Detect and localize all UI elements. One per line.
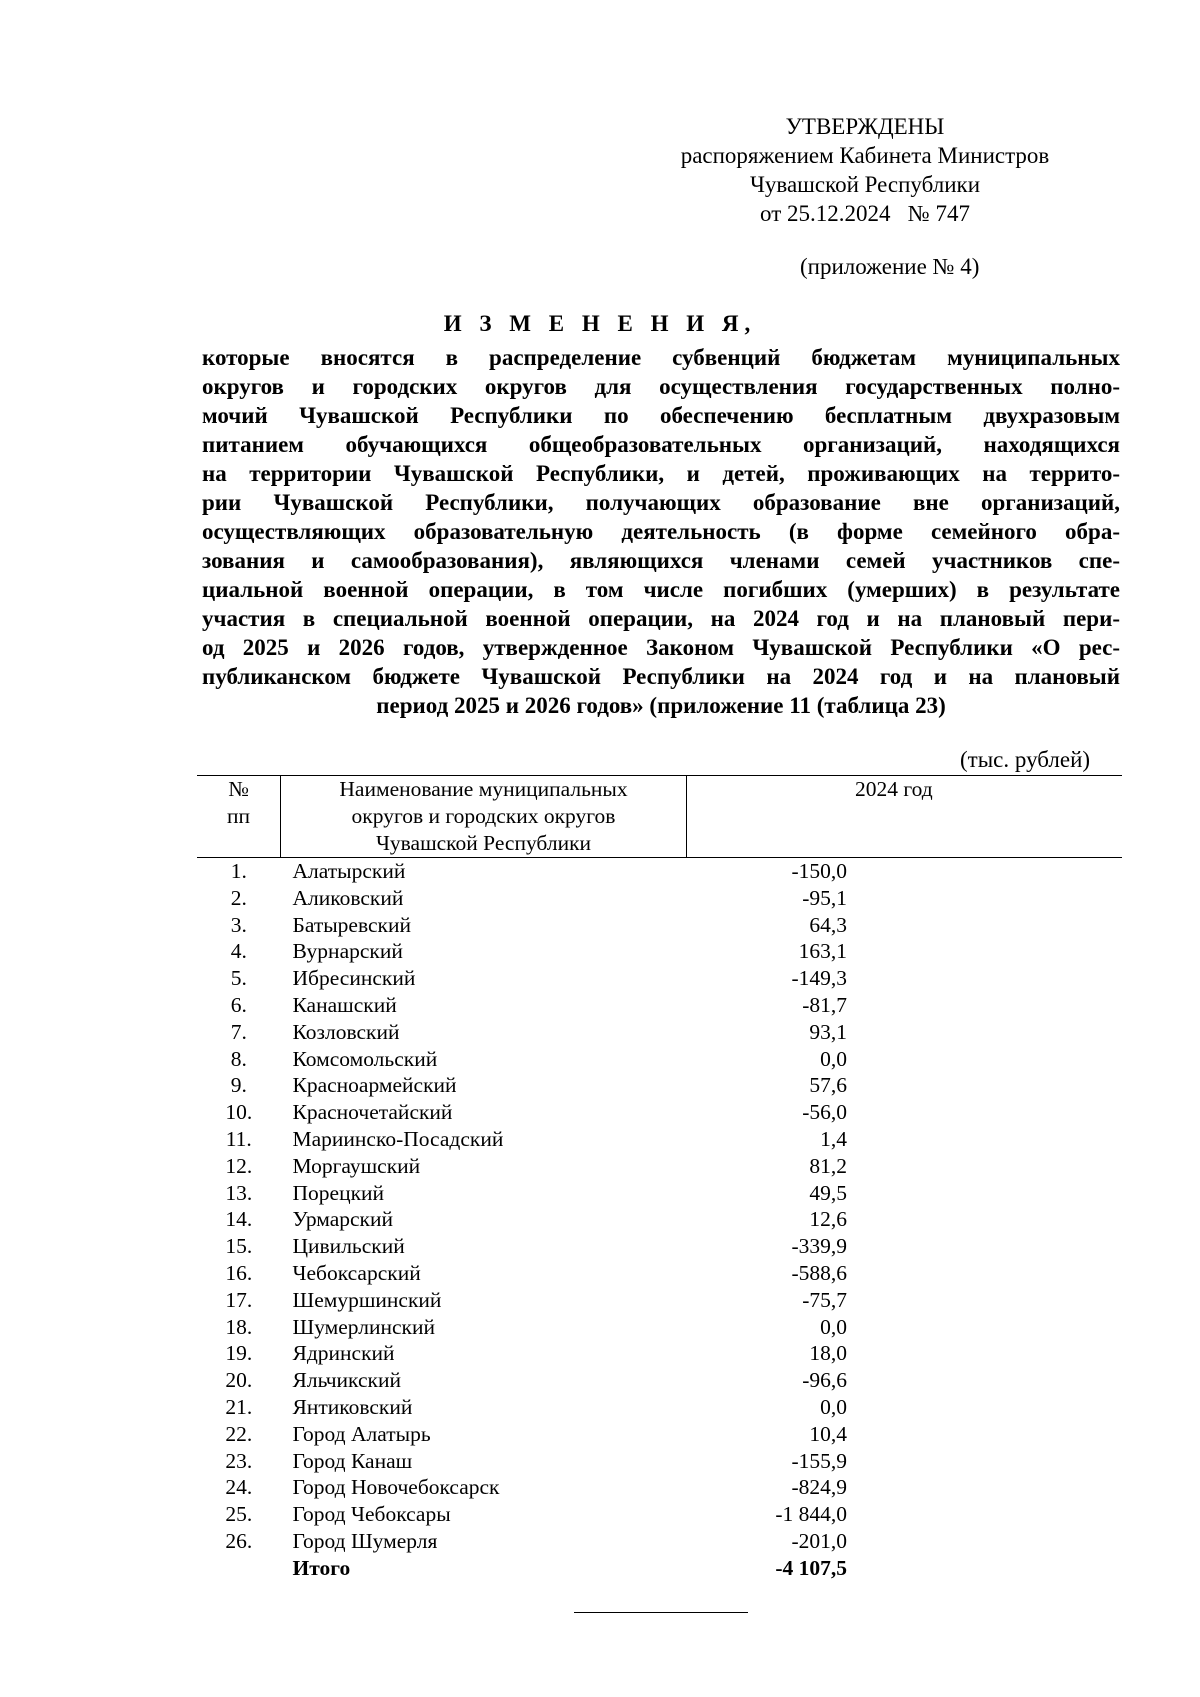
row-value: -150,0 (791, 859, 847, 883)
table-body (197, 858, 1122, 1582)
row-name: Комсомольский (292, 1046, 438, 1071)
approval-issuer: распоряжением Кабинета Министров (680, 143, 1050, 168)
table-row (197, 1019, 1122, 1046)
table-row (197, 1340, 1122, 1367)
subtitle-line: осуществляющих образовательную деятельность (в форме семейного обра- (202, 519, 1120, 544)
row-name: Ибресинский (292, 966, 416, 991)
units-label: (тыс. рублей) (960, 747, 1091, 772)
row-value: -339,9 (791, 1234, 847, 1259)
subtitle-line: которые вносятся в распределение субвенций бюджетам муниципальных (202, 345, 1120, 370)
row-number: 16. (225, 1260, 253, 1285)
row-number: 9. (230, 1073, 247, 1098)
table-row (197, 1474, 1122, 1501)
row-number: 5. (230, 966, 247, 991)
approval-heading: УТВЕРЖДЕНЫ (785, 114, 945, 139)
row-number: 12. (225, 1153, 253, 1178)
document-subtitle (202, 343, 1120, 720)
row-name: Красночетайский (292, 1100, 453, 1125)
approval-republic: Чувашской Республики (749, 172, 981, 197)
row-value: -1 844,0 (775, 1502, 847, 1527)
row-name: Красноармейский (292, 1073, 457, 1098)
row-value: 10,4 (809, 1421, 847, 1446)
table-row (197, 965, 1122, 992)
row-name: Аликовский (292, 885, 404, 910)
row-value: 12,6 (809, 1207, 847, 1232)
row-number: 18. (225, 1314, 253, 1339)
row-number: 1. (230, 859, 247, 883)
row-value: -149,3 (791, 966, 847, 991)
row-name: Канашский (292, 992, 397, 1017)
row-value: -81,7 (802, 992, 847, 1017)
table-total-row (197, 1555, 1122, 1582)
approval-block (600, 112, 1130, 228)
table-row (197, 1153, 1122, 1180)
table-row (197, 1233, 1122, 1260)
table-row (197, 938, 1122, 965)
row-number: 19. (225, 1341, 253, 1366)
total-number (197, 1555, 281, 1582)
subtitle-line: округов и городских округов для осуществления государственных полно- (202, 374, 1120, 399)
row-number: 2. (230, 885, 247, 910)
subtitle-line: рии Чувашской Республики, получающих образование вне организаций, (202, 490, 1120, 515)
row-value: 81,2 (809, 1153, 847, 1178)
row-value: -56,0 (802, 1100, 847, 1125)
row-name: Батыревский (292, 912, 411, 937)
table-row (197, 1072, 1122, 1099)
row-number: 14. (225, 1207, 253, 1232)
row-name: Город Чебоксары (292, 1502, 451, 1527)
row-name: Город Канаш (292, 1448, 413, 1473)
document-title: И З М Е Н Е Н И Я, (443, 311, 757, 336)
row-number: 13. (225, 1180, 253, 1205)
row-number: 17. (225, 1287, 253, 1312)
appendix-label: (приложение № 4) (800, 254, 980, 279)
row-number: 21. (225, 1394, 253, 1419)
table-row (197, 1287, 1122, 1314)
table-row (197, 1206, 1122, 1233)
row-value: 0,0 (820, 1394, 847, 1419)
table-row (197, 1314, 1122, 1341)
row-value: -75,7 (802, 1287, 847, 1312)
subtitle-line: период 2025 и 2026 годов» (приложение 11 (таблица 23) (376, 693, 946, 718)
row-number: 3. (230, 912, 247, 937)
table-row (197, 1180, 1122, 1207)
table-row (197, 1501, 1122, 1528)
row-value: -824,9 (791, 1475, 847, 1500)
row-value: 57,6 (809, 1073, 847, 1098)
row-value: -155,9 (791, 1448, 847, 1473)
row-number: 10. (225, 1100, 253, 1125)
table-row (197, 1260, 1122, 1287)
subtitle-line: зования и самообразования), являющихся членами семей участников спе- (202, 548, 1120, 573)
row-name: Янтиковский (292, 1394, 413, 1419)
row-value: 0,0 (820, 1314, 847, 1339)
row-value: 163,1 (798, 939, 847, 964)
table-row (197, 1046, 1122, 1073)
row-number: 20. (225, 1368, 253, 1393)
row-name: Урмарский (292, 1207, 394, 1232)
table-row (197, 1367, 1122, 1394)
row-name: Алатырский (292, 859, 406, 883)
row-number: 11. (225, 1126, 252, 1151)
approval-date-number: от 25.12.2024 № 747 (760, 201, 970, 226)
header-number: № пп (197, 776, 281, 858)
row-number: 8. (230, 1046, 247, 1071)
row-value: -201,0 (791, 1528, 847, 1553)
row-name: Город Шумерля (292, 1528, 438, 1553)
table-row (197, 1421, 1122, 1448)
row-name: Мариинско-Посадский (292, 1126, 504, 1151)
closing-rule (574, 1612, 748, 1613)
table-row (197, 992, 1122, 1019)
row-number: 7. (230, 1019, 247, 1044)
table-row (197, 858, 1122, 885)
row-name: Моргаушский (292, 1153, 421, 1178)
row-number: 6. (230, 992, 247, 1017)
row-name: Яльчикский (292, 1368, 401, 1393)
row-name: Вурнарский (292, 939, 403, 964)
header-year: 2024 год (687, 776, 1123, 858)
row-value: 1,4 (820, 1126, 847, 1151)
subtitle-line: од 2025 и 2026 годов, утвержденное Законом Чувашской Республики «О рес- (202, 635, 1120, 660)
row-name: Город Алатырь (292, 1421, 431, 1446)
row-number: 4. (230, 939, 247, 964)
row-value: 0,0 (820, 1046, 847, 1071)
row-name: Шумерлинский (292, 1314, 436, 1339)
row-number: 25. (225, 1502, 253, 1527)
table-row (197, 885, 1122, 912)
table-row (197, 1394, 1122, 1421)
row-name: Порецкий (292, 1180, 385, 1205)
allocation-table (197, 775, 1122, 1582)
table-row (197, 1099, 1122, 1126)
subtitle-line: на территории Чувашской Республики, и детей, проживающих на террито- (202, 461, 1120, 486)
total-value: -4 107,5 (775, 1555, 847, 1580)
table-header-row (197, 776, 1122, 858)
subtitle-line: циальной военной операции, в том числе погибших (умерших) в результате (202, 577, 1120, 602)
row-value: 49,5 (809, 1180, 847, 1205)
subtitle-line: мочий Чувашской Республики по обеспечению бесплатным двухразовым (202, 403, 1120, 428)
row-name: Чебоксарский (292, 1260, 421, 1285)
row-number: 26. (225, 1528, 253, 1553)
row-value: -96,6 (802, 1368, 847, 1393)
total-label: Итого (292, 1555, 351, 1580)
row-name: Шемуршинский (292, 1287, 442, 1312)
table-row (197, 1528, 1122, 1555)
subtitle-line: питанием обучающихся общеобразовательных организаций, находящихся (202, 432, 1120, 457)
row-value: 93,1 (809, 1019, 847, 1044)
subtitle-line: публиканском бюджете Чувашской Республики на 2024 год и на плановый (202, 664, 1120, 689)
row-name: Козловский (292, 1019, 400, 1044)
row-number: 15. (225, 1234, 253, 1259)
row-name: Цивильский (292, 1234, 405, 1259)
subtitle-line: участия в специальной военной операции, на 2024 год и на плановый пери- (202, 606, 1120, 631)
header-name: Наименование муниципальных округов и городских округов Чувашской Республики (281, 776, 687, 858)
table-row (197, 912, 1122, 939)
row-value: -588,6 (791, 1260, 847, 1285)
table-row (197, 1448, 1122, 1475)
row-name: Город Новочебоксарск (292, 1475, 500, 1500)
row-number: 22. (225, 1421, 253, 1446)
row-number: 23. (225, 1448, 253, 1473)
row-value: 64,3 (809, 912, 847, 937)
row-number: 24. (225, 1475, 253, 1500)
row-name: Ядринский (292, 1341, 395, 1366)
row-value: 18,0 (809, 1341, 847, 1366)
table-row (197, 1126, 1122, 1153)
row-value: -95,1 (802, 885, 847, 910)
